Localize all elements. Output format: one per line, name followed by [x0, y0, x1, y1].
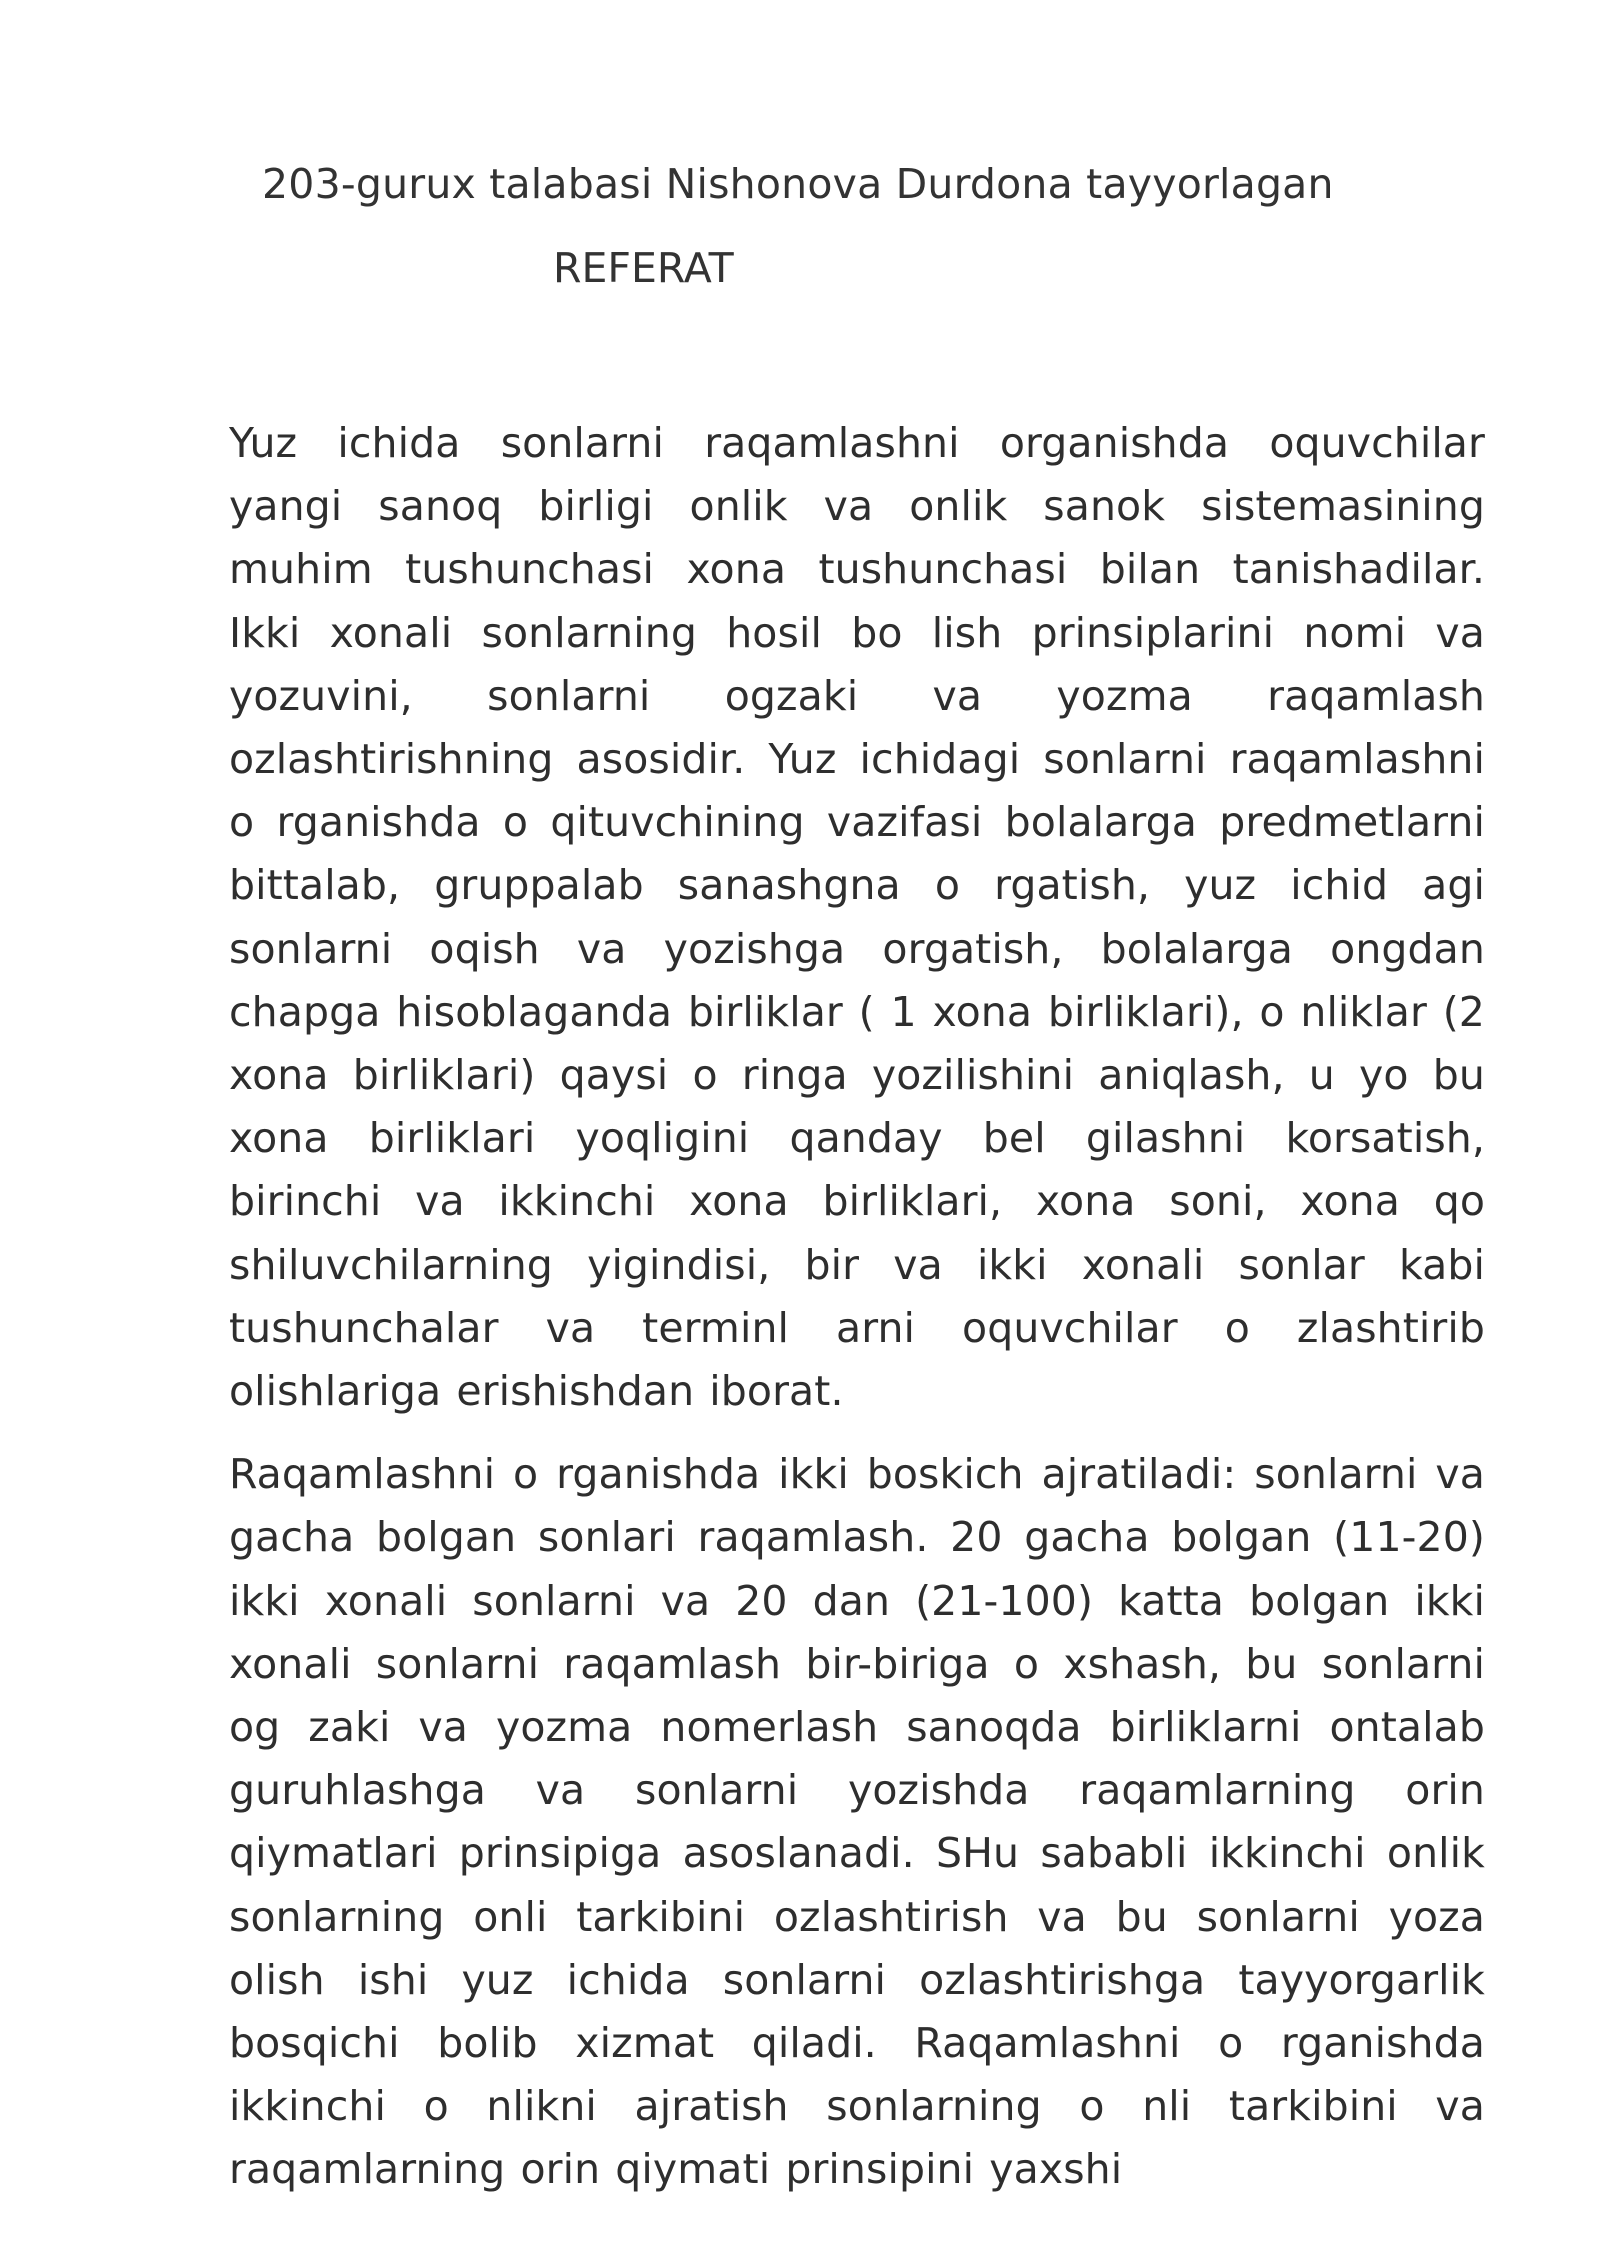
body-paragraph-2: Raqamlashni o rganishda ikki boskich ajratiladi: sonlarni va gacha bolgan sonlari raqamlash. 20 gacha bolgan (11-20) ikki xonali sonlarni va 20 dan (21-100) katta bolgan ikki xonali sonlarni raqamlash bir-biriga o xshash, bu sonlarni og zaki va yozma nomerlash sanoqda birliklarni ontalab guruhlashga va sonlarni yozishda raqamlarning orin qiymatlari prinsipiga asoslanadi. SHu sababli ikkinchi onlik sonlarning onli tarkibini ozlashtirish va bu sonlarni yoza olish ishi yuz ichida sonlarni ozlashtirishga tayyorgarlik bosqichi bolib xizmat qiladi. Raqamlashni o rganishda ikkinchi o nlikni ajratish sonlarning o nli tarkibini va raqamlarning orin qiymati prinsipini yaxshi [229, 1450, 1485, 2194]
body-paragraph-1: Yuz ichida sonlarni raqamlashni organishda oquvchilar yangi sanoq birligi onlik va onlik sanok sistemasining muhim tushunchasi xona tushunchasi bilan tanishadilar. Ikki xonali sonlarning hosil bo lish prinsiplarini nomi va yozuvini, sonlarni ogzaki va yozma raqamlash ozlashtirishning asosidir. Yuz ichidagi sonlarni raqamlashni o rganishda o qituvchining vazifasi bolalarga predmetlarni bittalab, gruppalab sanashgna o rgatish, yuz ichid agi sonlarni oqish va yozishga orgatish, bolalarga ongdan chapga hisoblaganda birliklar ( 1 xona birliklari), o nliklar (2 xona birliklari) qaysi o ringa yozilishini aniqlash, u yo bu xona birliklari yoqligini qanday bel gilashni korsatish, birinchi va ikkinchi xona birliklari, xona soni, xona qo shiluvchilarning yigindisi, bir va ikki xonali sonlar kabi tushunchalar va terminl arni oquvchilar o zlashtirib olishlariga erishishdan iborat. [229, 419, 1485, 1416]
author-line: 203-gurux talabasi Nishonova Durdona tayyorlagan [262, 160, 1334, 208]
document-body [229, 412, 1485, 2222]
document-title: REFERAT [553, 244, 734, 292]
